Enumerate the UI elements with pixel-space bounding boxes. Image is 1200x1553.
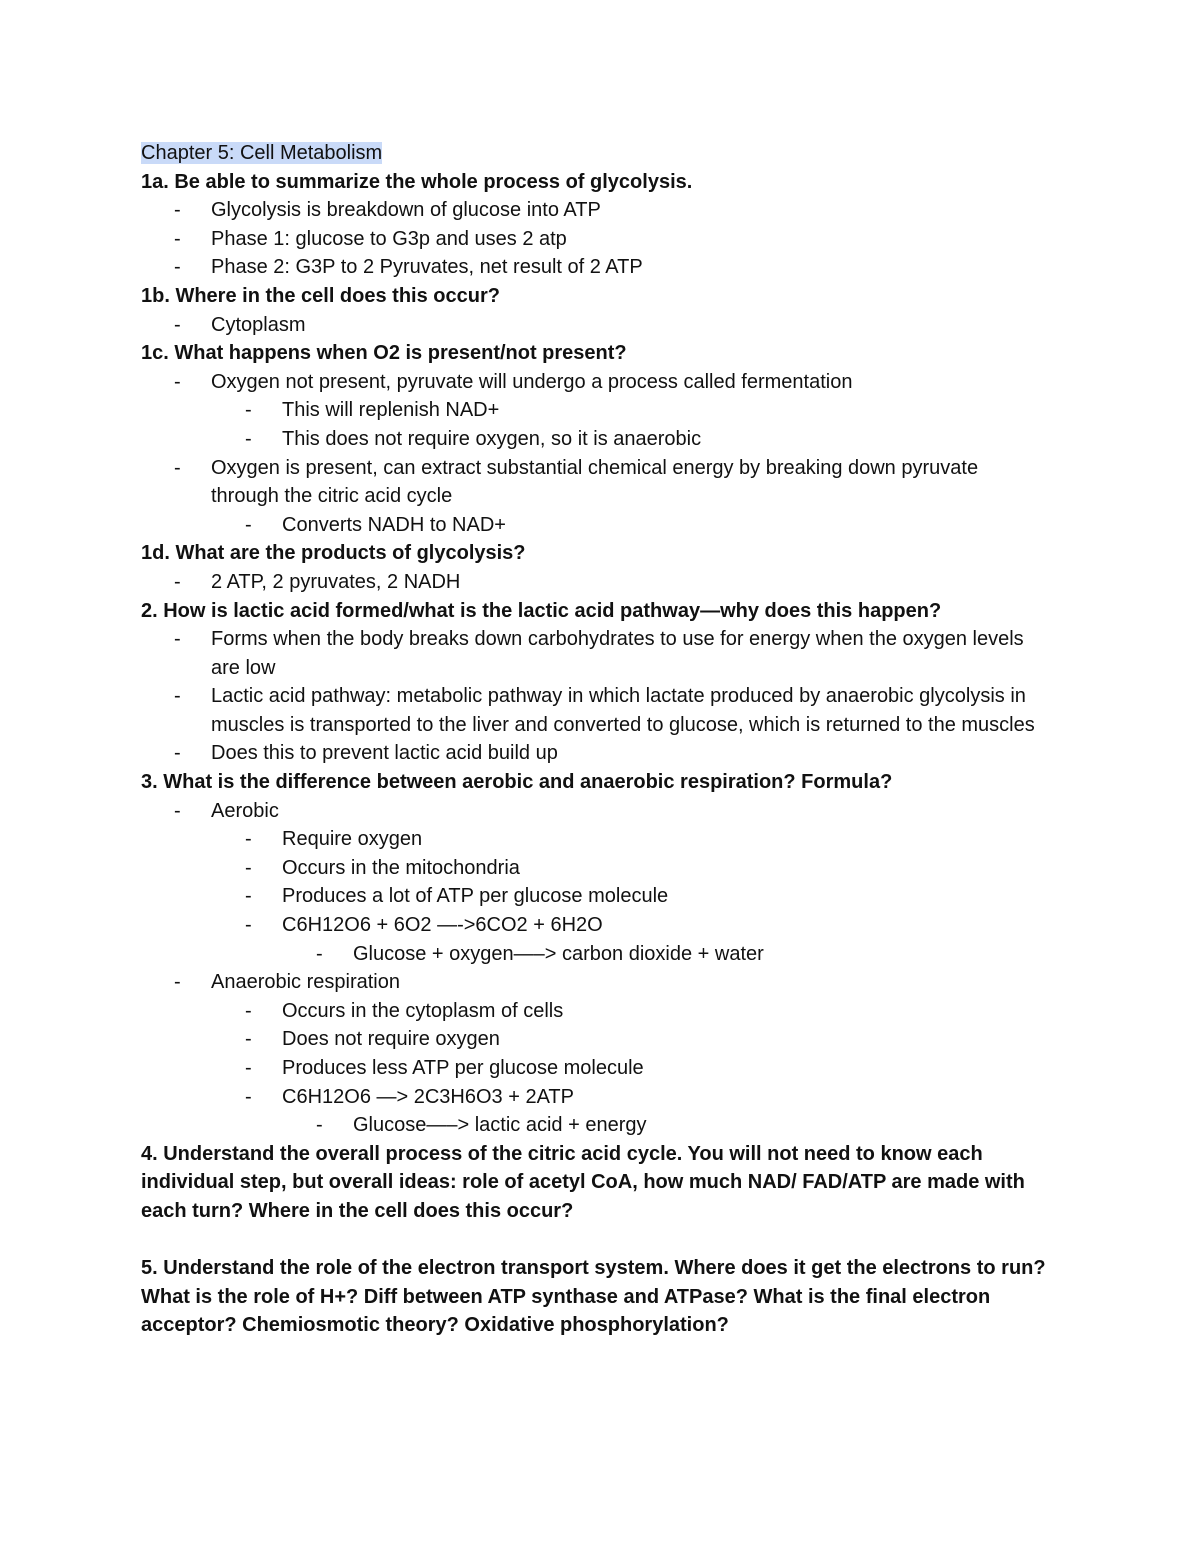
bullet-dash: - xyxy=(245,1057,252,1079)
bullet-dash: - xyxy=(174,799,181,822)
chapter-title xyxy=(141,139,1071,168)
question-1a: 1a. Be able to summarize the whole process of glycolysis. xyxy=(141,170,693,193)
sub-sub-list-item: - Glucose + oxygen—–> carbon dioxide + water xyxy=(141,940,1071,969)
bullet-dash: - xyxy=(245,885,252,908)
bullet-dash: - xyxy=(174,685,181,708)
sub-sub-list-item: - Glucose—–> lactic acid + energy xyxy=(141,1111,1071,1140)
list-item: - 2 ATP, 2 pyruvates, 2 NADH xyxy=(141,568,1071,597)
bullet-dash: - xyxy=(174,971,181,994)
sub-list-item: - Produces less ATP per glucose molecule xyxy=(141,1054,1071,1083)
bullet-dash: - xyxy=(174,570,181,593)
question-3: 3. What is the difference between aerobic and anaerobic respiration? Formula? xyxy=(141,771,893,794)
document-body xyxy=(141,139,1071,1340)
bullet-dash: - xyxy=(245,856,252,879)
bullet-dash: - xyxy=(174,456,181,479)
sub-list-item: - This will replenish NAD+ xyxy=(141,396,1071,425)
sub-list-item: - Require oxygen xyxy=(141,825,1071,854)
list-item: - Does this to prevent lactic acid build up xyxy=(141,739,1071,768)
bullet-dash: - xyxy=(245,828,252,851)
bullet-dash: - xyxy=(245,427,252,450)
list-item: - Oxygen not present, pyruvate will undergo a process called fermentation xyxy=(141,368,1071,397)
list-item: - Aerobic xyxy=(141,797,1071,826)
list-item: - Phase 2: G3P to 2 Pyruvates, net result of 2 ATP xyxy=(141,253,1071,282)
list-item: - Phase 1: glucose to G3p and uses 2 atp xyxy=(141,225,1071,254)
sub-list-item: - Occurs in the cytoplasm of cells xyxy=(141,997,1071,1026)
bullet-dash: - xyxy=(316,942,323,965)
bullet-dash: - xyxy=(174,370,181,393)
sub-list-item: - Does not require oxygen xyxy=(141,1025,1071,1054)
sub-list-item: - C6H12O6 —> 2C3H6O3 + 2ATP xyxy=(141,1083,1071,1112)
sub-list-item: - Occurs in the mitochondria xyxy=(141,854,1071,883)
sub-list-item: - Produces a lot of ATP per glucose molecule xyxy=(141,882,1071,911)
sub-list-item: - Converts NADH to NAD+ xyxy=(141,511,1071,540)
question-4: 4. Understand the overall process of the citric acid cycle. You will not need to know each individual step, but overall ideas: role of acetyl CoA, how much NAD/ FAD/ATP are made with each turn? Where in the cell does this occur? xyxy=(141,1142,1025,1222)
list-item: - Glycolysis is breakdown of glucose into ATP xyxy=(141,196,1071,225)
sub-list-item: - This does not require oxygen, so it is anaerobic xyxy=(141,425,1071,454)
bullet-dash: - xyxy=(174,313,181,336)
bullet-dash: - xyxy=(316,1114,323,1137)
bullet-dash: - xyxy=(174,256,181,279)
list-item: - Oxygen is present, can extract substantial chemical energy by breaking down pyruvate through the citric acid cycle xyxy=(141,454,1071,511)
list-item: - Cytoplasm xyxy=(141,311,1071,340)
bullet-dash: - xyxy=(245,513,252,536)
chapter-title-highlight: Chapter 5: Cell Metabolism xyxy=(141,142,383,164)
list-item: - Forms when the body breaks down carbohydrates to use for energy when the oxygen levels are low xyxy=(141,625,1071,682)
question-2: 2. How is lactic acid formed/what is the lactic acid pathway—why does this happen? xyxy=(141,599,942,622)
question-1b: 1b. Where in the cell does this occur? xyxy=(141,284,500,307)
bullet-dash: - xyxy=(174,628,181,651)
bullet-dash: - xyxy=(174,227,181,250)
sub-list-item: - C6H12O6 + 6O2 —->6CO2 + 6H2O xyxy=(141,911,1071,940)
bullet-dash: - xyxy=(245,914,252,937)
bullet-dash: - xyxy=(174,199,181,222)
question-1c: 1c. What happens when O2 is present/not present? xyxy=(141,342,627,365)
question-1d: 1d. What are the products of glycolysis? xyxy=(141,542,526,565)
paragraph-gap xyxy=(141,1226,1071,1255)
bullet-dash: - xyxy=(245,399,252,422)
bullet-dash: - xyxy=(174,742,181,765)
list-item: - Anaerobic respiration xyxy=(141,968,1071,997)
list-item: - Lactic acid pathway: metabolic pathway in which lactate produced by anaerobic glycolysis in muscles is transported to the liver and converted to glucose, which is returned to the muscles xyxy=(141,682,1071,739)
bullet-dash: - xyxy=(245,1028,252,1051)
bullet-dash: - xyxy=(245,999,252,1022)
bullet-dash: - xyxy=(245,1085,252,1108)
question-5: 5. Understand the role of the electron transport system. Where does it get the electrons to run? What is the role of H+? Diff between ATP synthase and ATPase? What is the final electron acceptor? Chemiosmotic theory? Oxidative phosphorylation? xyxy=(141,1257,1046,1337)
